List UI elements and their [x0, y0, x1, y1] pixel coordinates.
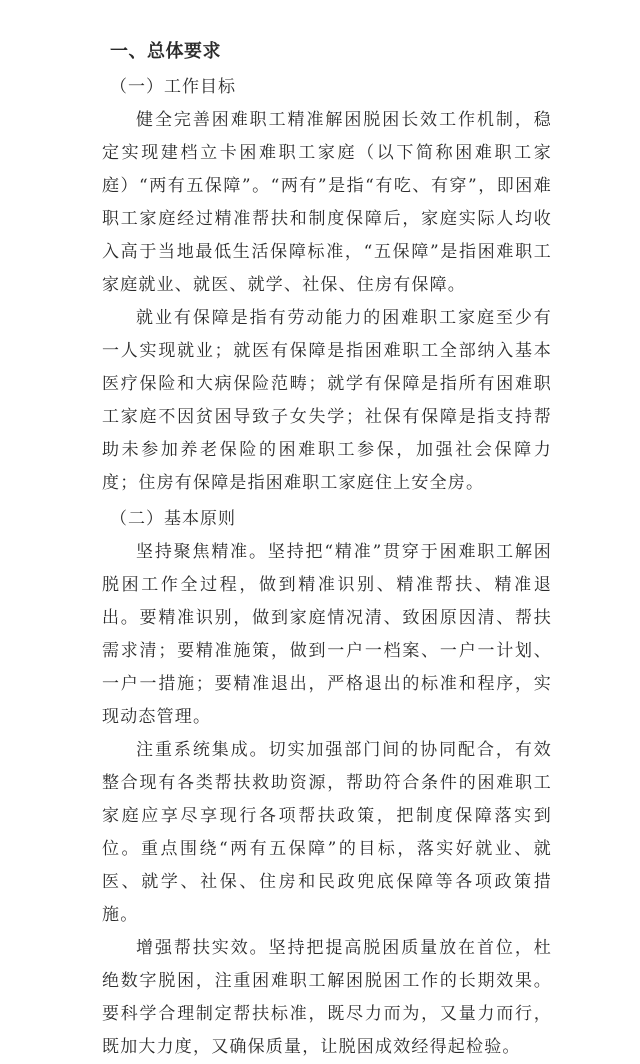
- paragraph-principle-integration: 注重系统集成。切实加强部门间的协同配合，有效整合现有各类帮扶救助资源，帮助符合条件的困难职工家庭应享尽享现行各项帮扶政策，把制度保障落实到位。重点围绕“两有五保障”的目标，落实好就业、就医、就学、社保、住房和民政兜底保障等各项政策措施。: [102, 740, 552, 925]
- paragraph-work-goals-2: 就业有保障是指有劳动能力的困难职工家庭至少有一人实现就业；就医有保障是指困难职工全部纳入基本医疗保险和大病保险范畴；就学有保障是指所有困难职工家庭不因贫困导致子女失学；社保有保障是指支持帮助未参加养老保险的困难职工参保，加强社会保障力度；住房有保障是指困难职工家庭住上安全房。: [102, 308, 552, 493]
- paragraph-principle-precision: 坚持聚焦精准。坚持把“精准”贯穿于困难职工解困脱困工作全过程，做到精准识别、精准帮扶、精准退出。要精准识别，做到家庭情况清、致困原因清、帮扶需求清；要精准施策，做到一户一档案、一户一计划、一户一措施；要精准退出，严格退出的标准和程序，实现动态管理。: [102, 542, 552, 727]
- paragraph-work-goals-1: 健全完善困难职工精准解困脱困长效工作机制，稳定实现建档立卡困难职工家庭（以下简称困难职工家庭）“两有五保障”。“两有”是指“有吃、有穿”，即困难职工家庭经过精准帮扶和制度保障后，家庭实际人均收入高于当地最低生活保障标准，“五保障”是指困难职工家庭就业、就医、就学、社保、住房有保障。: [102, 110, 552, 295]
- paragraph-principle-effectiveness: 增强帮扶实效。坚持把提高脱困质量放在首位，杜绝数字脱困，注重困难职工解困脱困工作的长期效果。要科学合理制定帮扶标准，既尽力而为，又量力而行，既加大力度，又确保质量，让脱困成效经得起检验。: [102, 938, 552, 1057]
- heading-overall-requirements: 一、总体要求: [110, 41, 221, 62]
- heading-basic-principles: （二）基本原则: [110, 509, 236, 529]
- heading-work-goals: （一）工作目标: [110, 77, 236, 97]
